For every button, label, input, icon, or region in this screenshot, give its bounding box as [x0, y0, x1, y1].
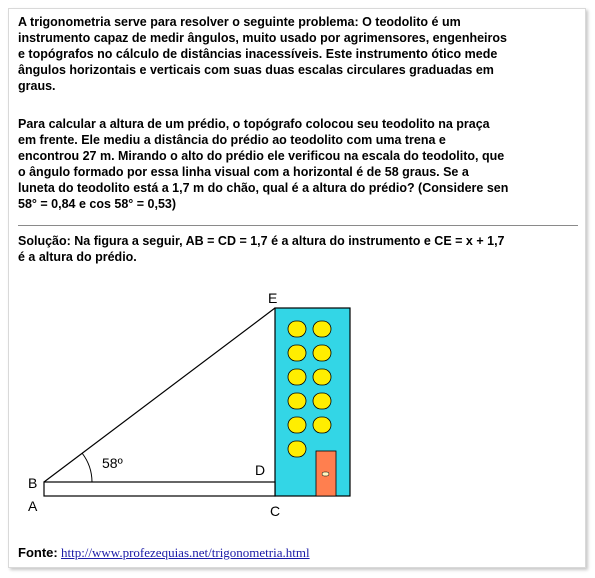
text-line: encontrou 27 m. Mirando o alto do prédio ele verificou na escala do teodolito, que: [18, 149, 505, 163]
text-line: graus.: [18, 79, 56, 93]
text-line: Para calcular a altura de um prédio, o topógrafo colocou seu teodolito na praça: [18, 117, 490, 131]
window: [288, 345, 306, 361]
text-line: o ângulo formado por essa linha visual com a horizontal é de 58 graus. Se a: [18, 165, 469, 179]
window: [313, 393, 331, 409]
text-line: 58° = 0,84 e cos 58° = 0,53): [18, 197, 177, 211]
window: [288, 441, 306, 457]
label-angle: 58º: [102, 455, 123, 471]
label-c: C: [270, 503, 281, 519]
door-knob: [322, 472, 329, 476]
window: [313, 369, 331, 385]
source-link[interactable]: http://www.profezequias.net/trigonometria.html: [60, 545, 310, 560]
text-line: ângulos horizontais e verticais com suas duas escalas circulares graduadas em: [18, 63, 494, 77]
label-b: B: [28, 475, 38, 491]
section-divider: [18, 225, 578, 226]
text-line: em frente. Ele mediu a distância do prédio ao teodolito com uma trena e: [18, 133, 446, 147]
window: [288, 321, 306, 337]
text-line: Solução: Na figura a seguir, AB = CD = 1,7 é a altura do instrumento e CE = x + 1,7: [18, 234, 505, 248]
text-line: e topógrafos no cálculo de distâncias inacessíveis. Este instrumento ótico mede: [18, 47, 498, 61]
source-citation: [18, 545, 310, 561]
window: [288, 417, 306, 433]
intro-paragraph: [18, 14, 583, 94]
instrument-base: [44, 482, 275, 496]
text-line: A trigonometria serve para resolver o seguinte problema: O teodolito é um: [18, 15, 461, 29]
window: [288, 393, 306, 409]
label-d: D: [255, 462, 266, 478]
label-e: E: [268, 290, 278, 306]
text-line: é a altura do prédio.: [18, 250, 137, 264]
text-line: luneta do teodolito está a 1,7 m do chão, qual é a altura do prédio? (Considere sen: [18, 181, 509, 195]
problem-paragraph: [18, 116, 583, 212]
solution-paragraph: [18, 233, 583, 265]
window: [313, 321, 331, 337]
sight-line: [44, 308, 275, 482]
window: [313, 417, 331, 433]
angle-arc: [82, 453, 92, 482]
source-label: Fonte:: [18, 545, 58, 560]
window: [288, 369, 306, 385]
text-line: instrumento capaz de medir ângulos, muito usado por agrimensores, engenheiros: [18, 31, 507, 45]
label-a: A: [28, 498, 38, 514]
window: [313, 345, 331, 361]
building: [275, 308, 350, 496]
triangle-building-figure: [22, 285, 362, 520]
